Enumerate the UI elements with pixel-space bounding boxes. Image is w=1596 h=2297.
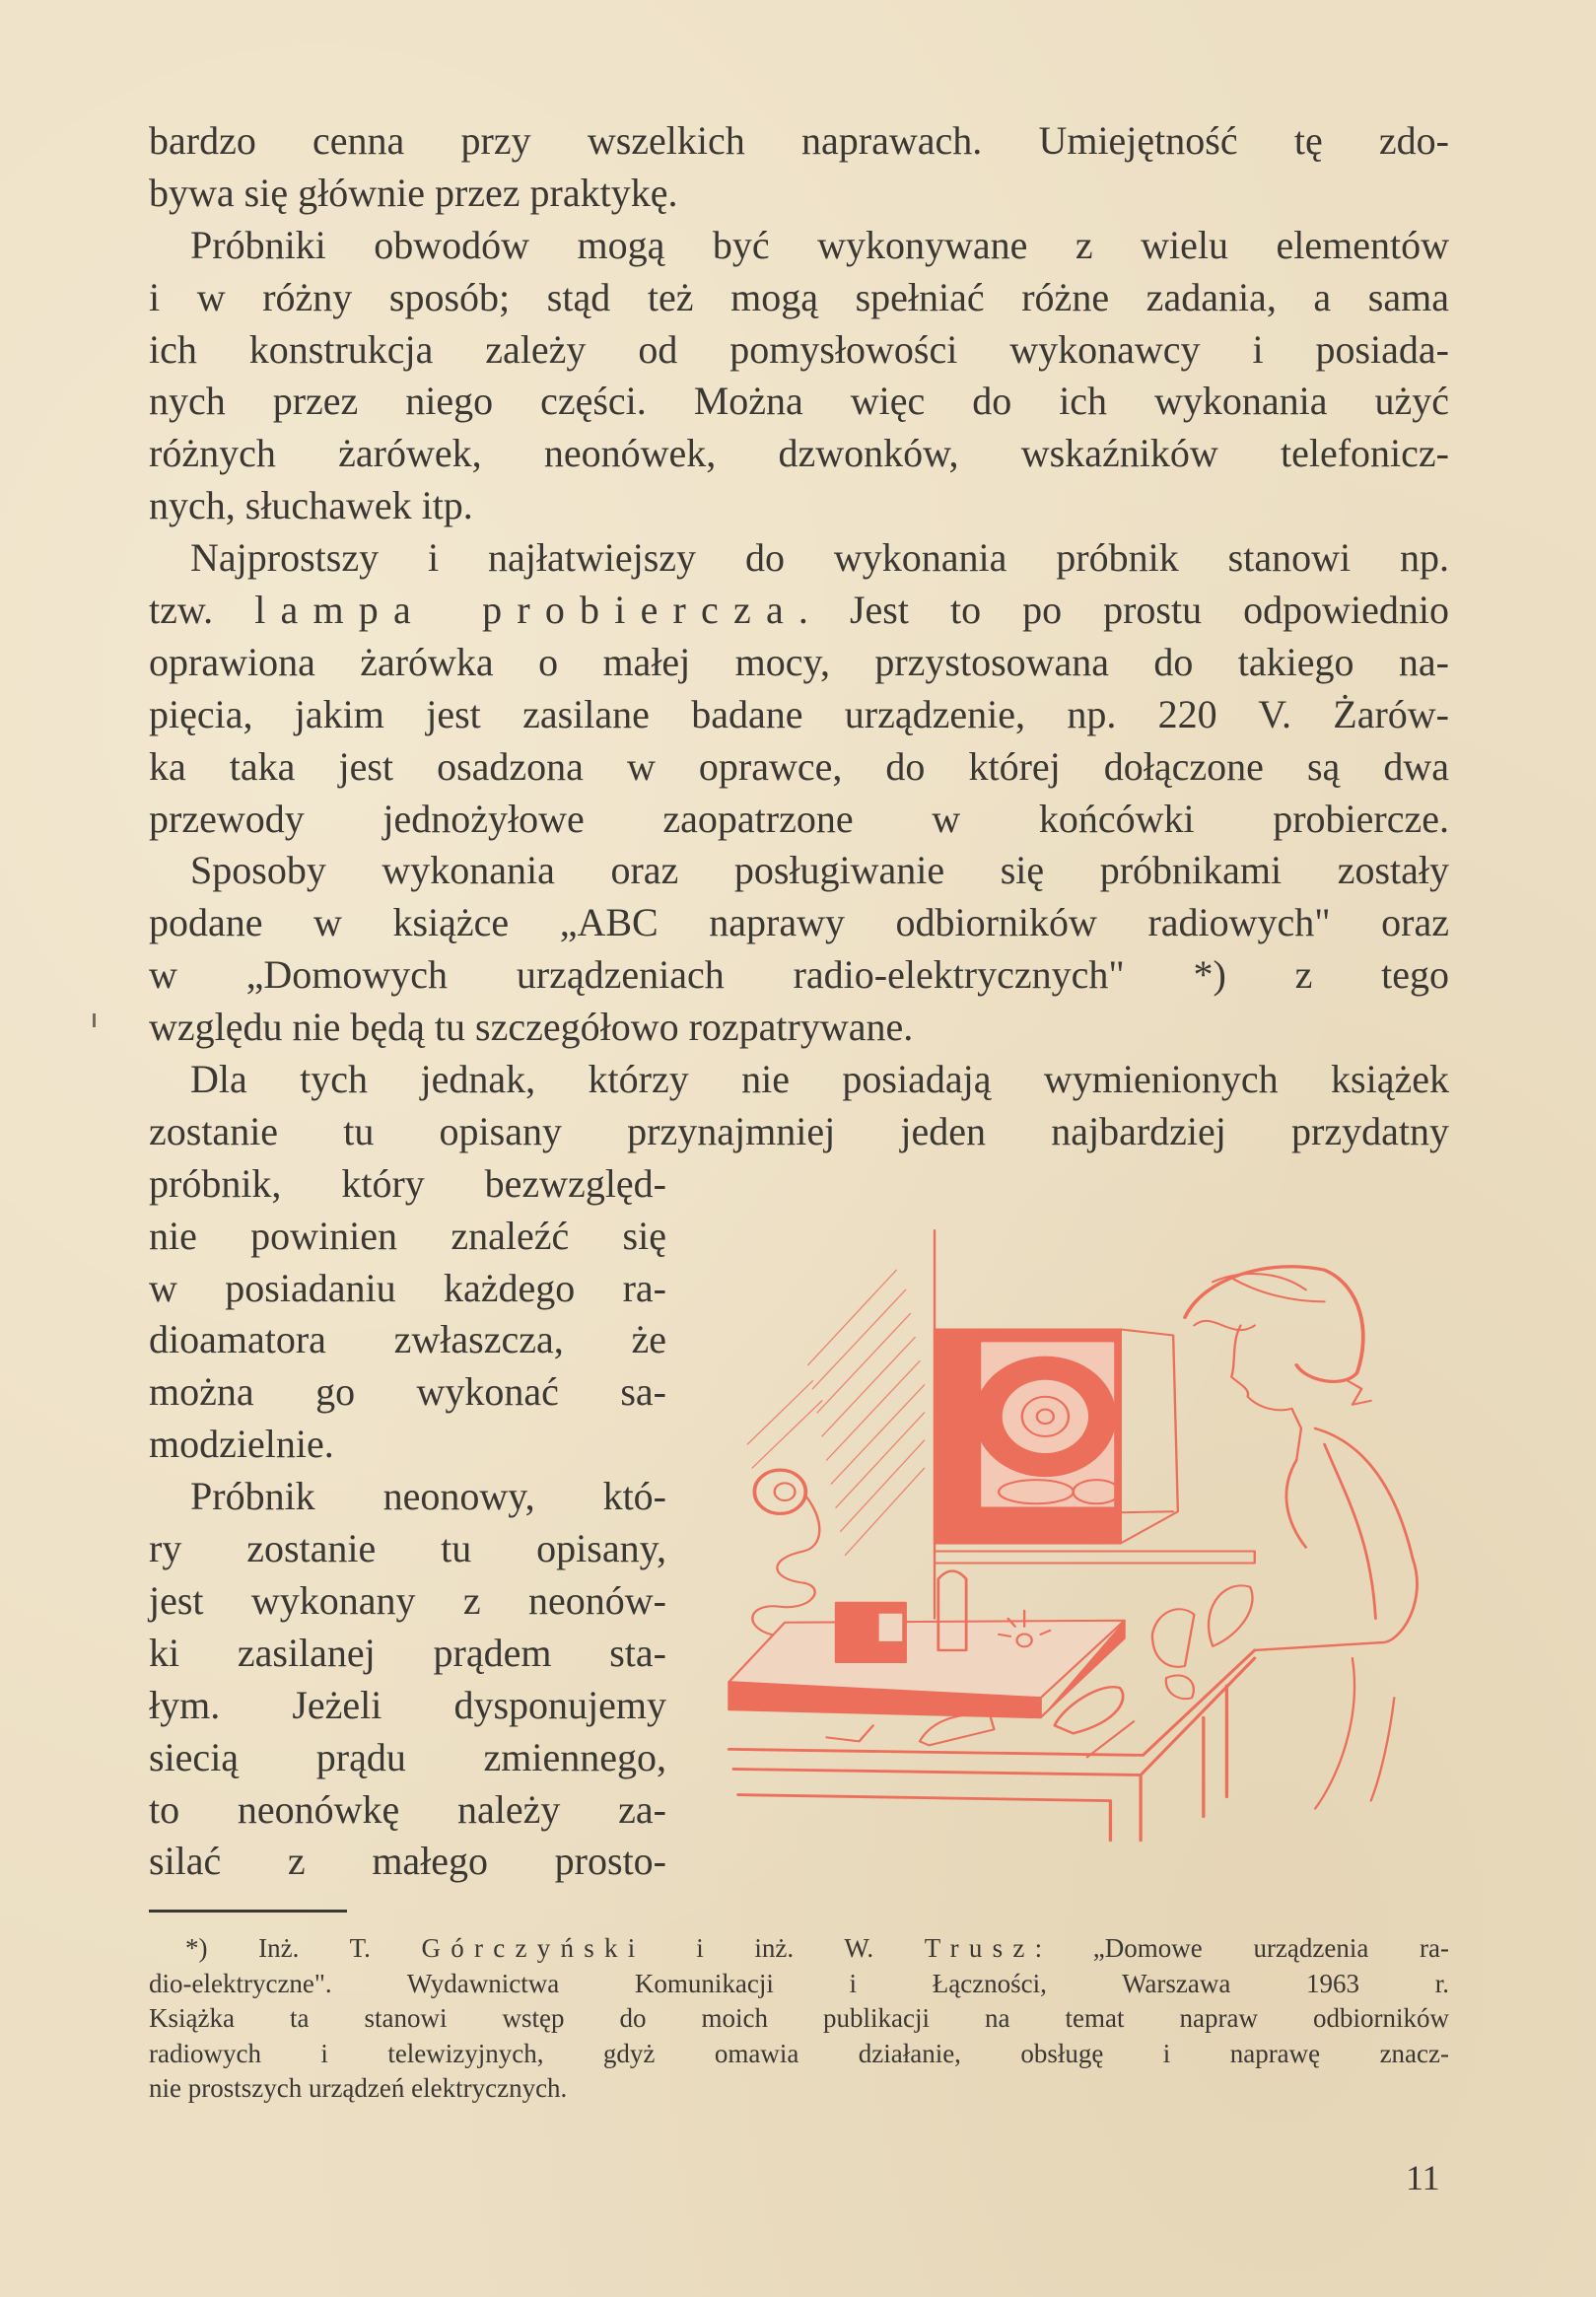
body-line — [149, 1575, 666, 1628]
emphasized-text: Górczyński — [421, 1933, 646, 1963]
body-line — [149, 220, 1449, 272]
body-line — [149, 1628, 666, 1680]
body-line — [149, 1002, 1449, 1054]
body-line — [149, 480, 1449, 532]
emphasized-text: lampa probiercza — [254, 588, 798, 633]
body-line — [149, 168, 1449, 220]
text-segment: próbnik, który bezwzględ- — [149, 1160, 666, 1206]
text-segment: to neonówkę należy za- — [149, 1786, 666, 1832]
text-segment: w „Domowych urządzeniach radio-elektrycznych" *) z tego — [149, 952, 1449, 998]
text-segment: i w różny sposób; stąd też mogą spełniać różne zadania, a sama — [149, 274, 1449, 319]
text-segment: silać z małego prosto- — [149, 1839, 666, 1884]
text-segment: zostanie tu opisany przynajmniej jeden najbardziej przydatny — [149, 1108, 1449, 1153]
body-line — [149, 1158, 666, 1211]
body-line — [149, 1106, 1449, 1158]
body-line — [149, 689, 1449, 741]
text-segment: ki zasilanej prądem sta- — [149, 1630, 666, 1675]
body-line — [149, 1211, 666, 1263]
text-segment: . Jest to po prostu odpowiednio — [798, 588, 1450, 633]
text-segment: oprawiona żarówka o małej mocy, przystosowana do takiego na- — [149, 639, 1449, 684]
text-segment: ich konstrukcja zależy od pomysłowości wykonawcy i posiada- — [149, 326, 1449, 372]
text-segment: nie powinien znaleźć się — [149, 1213, 666, 1258]
test-board — [729, 1571, 1124, 1718]
text-segment: tzw. — [149, 588, 255, 633]
text-segment: Próbniki obwodów mogą być wykonywane z wielu elementów — [190, 222, 1449, 267]
body-line — [149, 741, 1449, 794]
text-segment: modzielnie. — [149, 1422, 334, 1467]
body-line — [149, 532, 1449, 585]
text-segment: Najprostszy i najłatwiejszy do wykonania próbnik stanowi np. — [190, 535, 1449, 581]
text-segment: siecią prądu zmiennego, — [149, 1734, 666, 1779]
footnote — [149, 1931, 1449, 2107]
woman-testing-radio-illustration — [720, 1222, 1449, 1844]
text-segment: bywa się głównie przez praktykę. — [149, 170, 678, 215]
text-segment: pięcia, jakim jest zasilane badane urządzenie, np. 220 V. Żarów- — [149, 691, 1449, 736]
text-segment: względu nie będą tu szczegółowo rozpatrywane. — [149, 1005, 914, 1050]
text-segment: nych przez niego części. Można więc do ich wykonania użyć — [149, 379, 1449, 424]
body-line — [149, 1419, 666, 1471]
text-segment: ry zostanie tu opisany, — [149, 1526, 666, 1571]
text-segment: nych, słuchawek itp. — [149, 483, 473, 528]
text-segment: radiowych i telewizyjnych, gdyż omawia działanie, obsługę i naprawę znacz- — [149, 2038, 1449, 2068]
text-segment: w posiadaniu każdego ra- — [149, 1265, 666, 1310]
footnote-line — [149, 1931, 1449, 1967]
text-segment: dioamatora zwłaszcza, że — [149, 1317, 666, 1362]
body-line — [149, 324, 1449, 377]
text-segment: Próbnik neonowy, któ- — [190, 1474, 666, 1519]
text-segment: można go wykonać sa- — [149, 1369, 666, 1415]
footnote-line — [149, 1967, 1449, 2002]
text-segment: dio-elektryczne". Wydawnictwa Komunikacji i Łączności, Warszawa 1963 r. — [149, 1968, 1449, 1998]
text-segment: Dla tych jednak, którzy nie posiadają wymienionych książek — [190, 1057, 1449, 1102]
body-line — [149, 1263, 666, 1315]
body-line — [149, 376, 1449, 428]
footnote-line — [149, 2037, 1449, 2072]
text-segment: łym. Jeżeli dysponujemy — [149, 1682, 666, 1727]
page-number: 11 — [1406, 2158, 1440, 2197]
body-line — [149, 585, 1449, 637]
footnote-rule — [149, 1910, 347, 1913]
text-segment: ka taka jest osadzona w oprawce, do której dołączone są dwa — [149, 743, 1449, 789]
body-line — [149, 1366, 666, 1419]
text-segment: Książka ta stanowi wstęp do moich publikacji na temat napraw odbiorników — [149, 2003, 1449, 2034]
body-line — [149, 1523, 666, 1575]
text-segment: : „Domowe urządzenia ra- — [1034, 1933, 1449, 1963]
body-line — [149, 1314, 666, 1366]
body-line — [149, 1680, 666, 1732]
body-line — [149, 949, 1449, 1002]
body-line — [149, 845, 1449, 897]
text-segment: różnych żarówek, neonówek, dzwonków, wskaźników telefonicz- — [149, 431, 1449, 476]
text-segment: i inż. W. — [645, 1933, 925, 1963]
body-line — [149, 1054, 1449, 1106]
body-line — [149, 794, 1449, 846]
body-line — [149, 1784, 666, 1837]
footnote-line — [149, 2071, 1449, 2107]
text-segment: Sposoby wykonania oraz posługiwanie się próbnikami zostały — [190, 848, 1449, 893]
emphasized-text: Trusz — [924, 1933, 1035, 1963]
body-line — [149, 637, 1449, 689]
body-line — [149, 115, 1449, 168]
text-segment: podane w książce „ABC naprawy odbiorników radiowych" oraz — [149, 900, 1449, 945]
footnote-line — [149, 2001, 1449, 2037]
body-line — [149, 1732, 666, 1784]
text-segment: nie prostszych urządzeń elektrycznych. — [149, 2073, 568, 2104]
body-line — [149, 272, 1449, 324]
radio-chassis — [935, 1329, 1255, 1563]
woman — [1152, 1267, 1418, 1809]
text-segment: jest wykonany z neonów- — [149, 1577, 666, 1623]
margin-mark — [93, 1013, 96, 1027]
text-segment: przewody jednożyłowe zaopatrzone w końcówki probiercze. — [149, 796, 1449, 841]
body-line — [149, 1836, 666, 1888]
body-line — [149, 428, 1449, 480]
text-segment: bardzo cenna przy wszelkich naprawach. Umiejętność tę zdo- — [149, 118, 1449, 163]
body-line — [149, 897, 1449, 949]
body-line — [149, 1471, 666, 1523]
text-segment: *) Inż. T. — [185, 1933, 422, 1963]
